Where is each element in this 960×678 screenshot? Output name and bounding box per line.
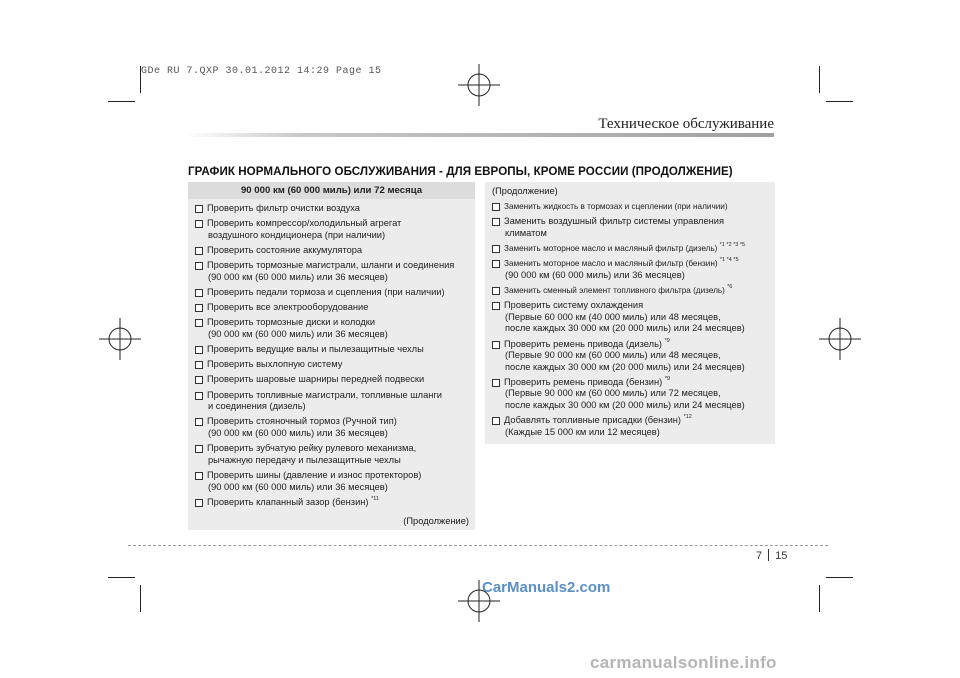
checklist-item [492, 258, 769, 281]
checkbox-icon [492, 203, 500, 211]
checkbox-icon [195, 262, 203, 270]
checklist-item [195, 359, 469, 371]
chapter-number: 7 [756, 550, 763, 562]
checklist-item-text: Проверить топливные магистрали, топливные шланги [207, 389, 442, 400]
footnote-ref: *11 [371, 495, 379, 502]
checklist-item-text: Проверить стояночный тормоз (Ручной тип) [207, 416, 397, 427]
checklist-item-text: Проверить тормозные магистрали, шланги и соединения [207, 260, 455, 271]
checkbox-icon [195, 205, 203, 213]
checklist-item-detail: после каждых 30 000 км (20 000 миль) или 24 месяцев) [505, 323, 745, 334]
checklist-item [195, 260, 469, 283]
checkbox-icon [195, 361, 203, 369]
checkbox-icon [195, 499, 203, 507]
section-title: Техническое обслуживание [598, 116, 774, 132]
checkbox-icon [195, 346, 203, 354]
checklist-item [492, 300, 769, 335]
checklist-item-text: Проверить состояние аккумулятора [207, 244, 363, 255]
checklist-item-detail: после каждых 30 000 км (20 000 миль) или 24 месяцев) [505, 400, 745, 411]
checkbox-icon [195, 289, 203, 297]
checkbox-icon [492, 341, 500, 349]
checklist-item-detail: после каждых 30 000 км (20 000 миль) или 24 месяцев) [505, 361, 745, 372]
checklist-item-text: Проверить фильтр очистки воздуха [207, 203, 360, 213]
checklist-item-text: Проверить шаровые шарниры передней подвески [207, 374, 425, 385]
checklist-item [195, 443, 469, 466]
page-separator [768, 549, 769, 561]
footnote-ref: *1 *4 *5 [719, 257, 739, 264]
footnote-ref: *12 [683, 414, 692, 421]
print-header-stamp: GDe RU 7.QXP 30.01.2012 14:29 Page 15 [141, 66, 382, 77]
checklist-item-text: Проверить ремень привода (дизель) [504, 338, 665, 349]
checklist-item-detail: (Каждые 15 000 км или 12 месяцев) [505, 426, 660, 437]
checklist-item [195, 302, 469, 314]
checklist-item-detail: (90 000 км (60 000 миль) или 36 месяцев) [505, 269, 685, 280]
watermark-carmanuals[interactable]: CarManuals2.com [482, 579, 611, 596]
checklist [492, 201, 769, 438]
checklist-item-text: Добавлять топливные присадки (бензин) [504, 415, 684, 426]
checkbox-icon [195, 220, 203, 228]
registration-mark-left [99, 318, 141, 360]
page-index: 15 [775, 550, 788, 562]
checklist-item-detail: (90 000 км (60 000 миль) или 36 месяцев) [208, 271, 388, 282]
checklist-item [195, 374, 469, 386]
watermark-footer[interactable]: carmanualsonline.info [590, 653, 777, 672]
footnote-ref: *1 *2 *3 *5 [719, 241, 746, 248]
checklist-item-detail: (90 000 км (60 000 миль) или 36 месяцев) [208, 481, 388, 492]
checkbox-icon [492, 379, 500, 387]
checkbox-icon [492, 287, 500, 295]
checklist-item [195, 344, 469, 356]
checkbox-icon [195, 247, 203, 255]
checklist-item-detail: (90 000 км (60 000 миль) или 36 месяцев) [208, 328, 388, 339]
checklist-item-text: Проверить выхлопную систему [207, 359, 343, 370]
checklist-item-text: Заменить моторное масло и масляный фильтр (дизель) [504, 243, 720, 253]
footer-divider [128, 545, 828, 546]
page-heading: ГРАФИК НОРМАЛЬНОГО ОБСЛУЖИВАНИЯ - ДЛЯ ЕВРОПЫ, КРОМЕ РОССИИ (ПРОДОЛЖЕНИЕ) [188, 165, 733, 178]
footnote-ref: *9 [664, 337, 670, 344]
checkbox-icon [195, 376, 203, 384]
checkbox-icon [195, 418, 203, 426]
footnote-ref: *6 [727, 283, 733, 290]
checkbox-icon [492, 245, 500, 253]
checklist-item [195, 390, 469, 413]
checklist-item-text: Проверить клапанный зазор (бензин) [207, 496, 372, 507]
checklist-item [492, 243, 769, 255]
checklist-item [195, 416, 469, 439]
footnote-ref: *9 [664, 375, 671, 382]
column-header: 90 000 км (60 000 миль) или 72 месяца [188, 182, 475, 199]
checklist-item-text: Проверить компрессор/холодильный агрегат [207, 218, 402, 229]
registration-mark-top [458, 64, 500, 106]
page-number [756, 549, 787, 562]
checkbox-icon [195, 304, 203, 312]
checkbox-icon [195, 392, 203, 400]
checklist-item [195, 218, 469, 241]
checklist-item-text: Проверить педали тормоза и сцепления (при наличии) [207, 286, 445, 297]
checklist [188, 199, 475, 508]
checklist-item [195, 203, 469, 215]
checkbox-icon [492, 218, 500, 226]
registration-mark-right [819, 318, 861, 360]
checklist-item-text: Заменить сменный элемент топливного фильтра (дизель) [504, 285, 728, 295]
checklist-item-text: Заменить моторное масло и масляный фильтр (бензин) [504, 259, 720, 269]
checklist-item-detail: рычажную передачу и пылезащитные чехлы [208, 454, 401, 465]
checklist-item-detail: (Первые 60 000 км (40 000 миль) или 48 месяцев, [505, 311, 721, 322]
continued-intro: (Продолжение) [492, 186, 558, 196]
checkbox-icon [195, 319, 203, 327]
checklist-item [195, 497, 469, 509]
checkbox-icon [492, 260, 500, 268]
checkbox-icon [195, 472, 203, 480]
checklist-item [492, 415, 769, 438]
checklist-item-detail: и соединения (дизель) [208, 401, 306, 412]
section-title-rule [184, 133, 774, 137]
checklist-item-detail: (90 000 км (60 000 миль) или 36 месяцев) [208, 428, 388, 439]
checkbox-icon [492, 417, 500, 425]
checklist-item-text: Заменить жидкость в тормозах и сцеплении (при наличии) [504, 202, 728, 211]
maintenance-column-90000 [188, 182, 475, 530]
checklist-item [492, 201, 769, 213]
maintenance-column-continued [485, 182, 775, 444]
checklist-item [492, 339, 769, 374]
checklist-item-text: Проверить систему охлаждения [504, 300, 644, 311]
continued-note: (Продолжение) [403, 516, 469, 526]
checklist-item-text: Проверить ремень привода (бензин) [504, 376, 665, 387]
checklist-item [195, 470, 469, 493]
checklist-item-detail: воздушного кондиционера (при наличии) [208, 229, 386, 240]
checklist-item [492, 216, 769, 239]
checklist-item-detail: (Первые 90 000 км (60 000 миль) или 48 месяцев, [505, 350, 721, 361]
checklist-item [195, 245, 469, 257]
checklist-item-text: Заменить воздушный фильтр системы управления [504, 216, 725, 227]
checklist-item [195, 317, 469, 340]
checklist-item-text: Проверить ведущие валы и пылезащитные чехлы [207, 344, 424, 355]
checklist-item [195, 287, 469, 299]
checklist-item-text: Проверить шины (давление и износ протекторов) [207, 470, 422, 480]
checkbox-icon [195, 445, 203, 453]
checklist-item-detail: климатом [505, 227, 547, 238]
checklist-item-text: Проверить тормозные диски и колодки [207, 317, 376, 328]
checklist-item-text: Проверить зубчатую рейку рулевого механизма, [207, 443, 417, 454]
checklist-item [492, 285, 769, 297]
checkbox-icon [492, 302, 500, 310]
checklist-item-text: Проверить все электрооборудование [207, 302, 369, 313]
checklist-item-detail: (Первые 90 000 км (60 000 миль) или 72 месяцев, [505, 388, 721, 399]
checklist-item [492, 377, 769, 412]
